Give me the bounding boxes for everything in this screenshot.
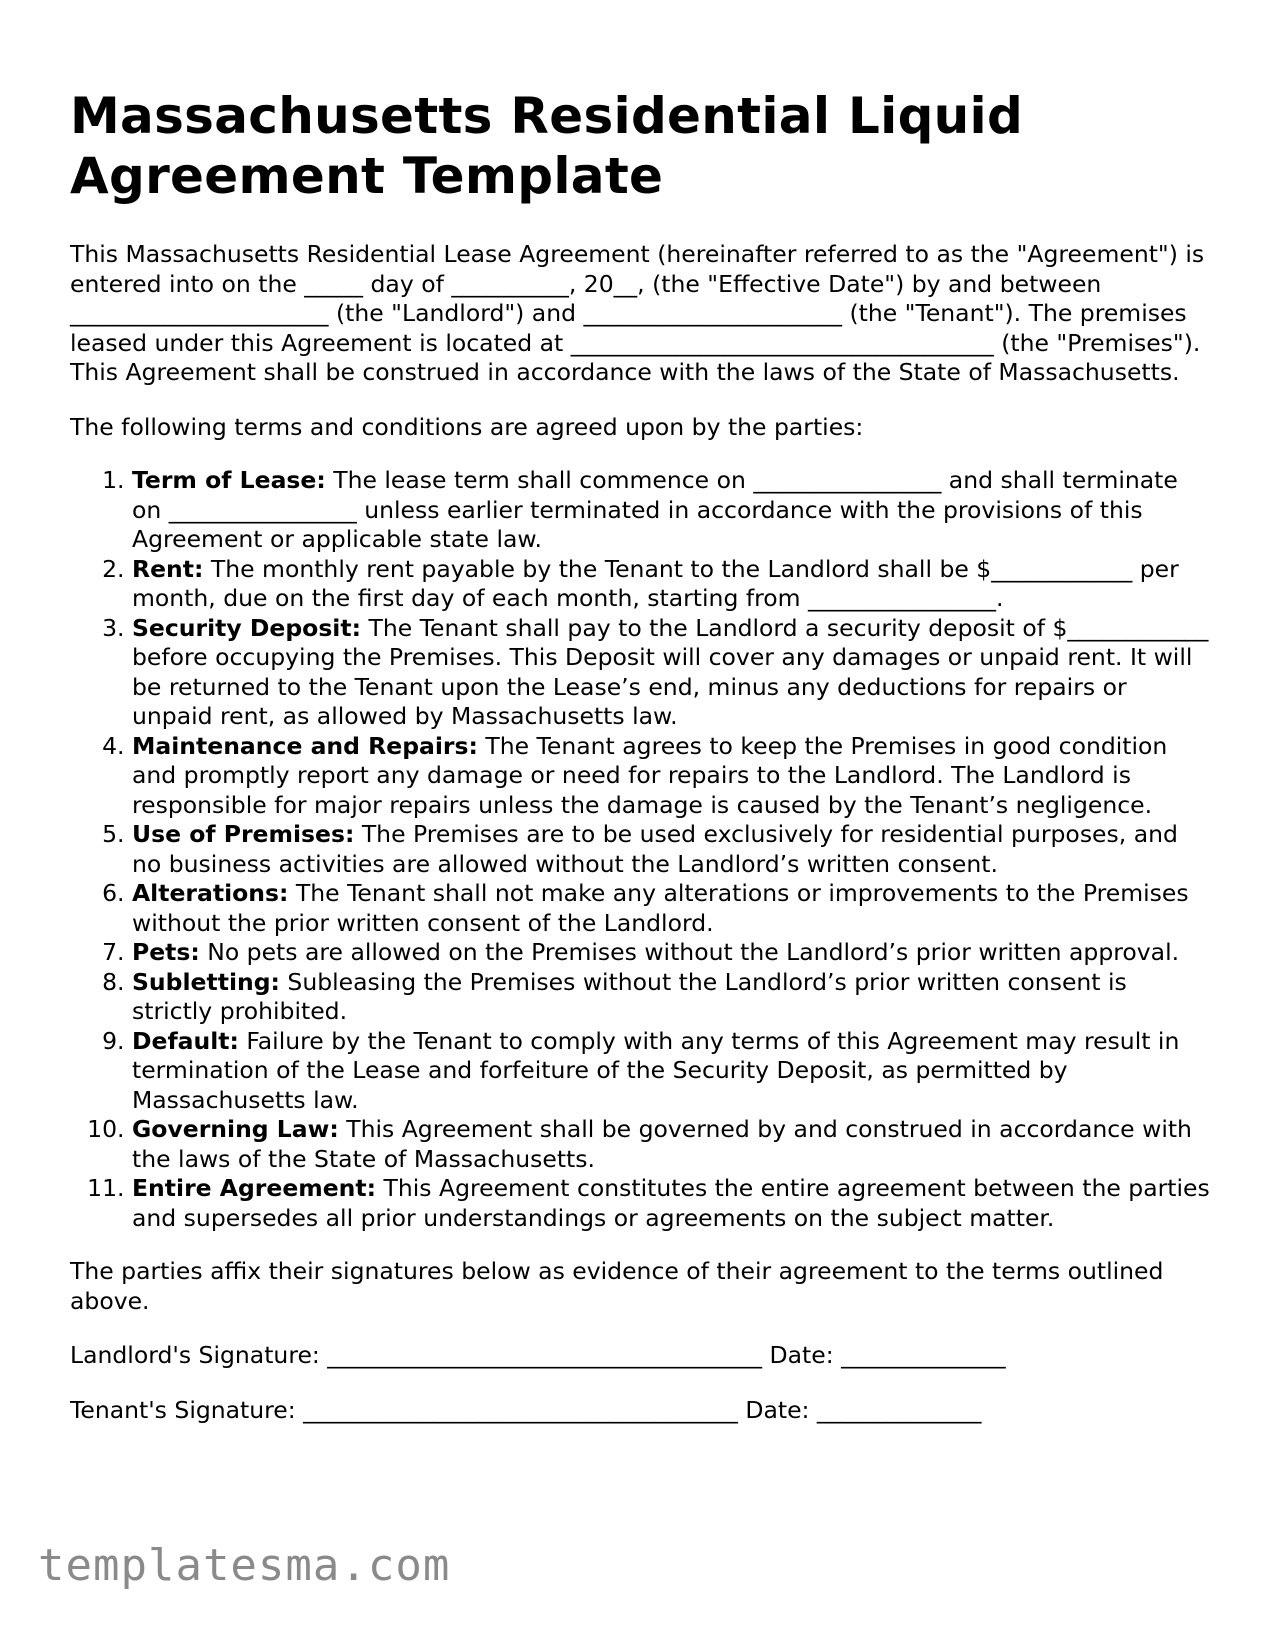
term-title: Maintenance and Repairs:	[132, 731, 478, 760]
term-text: This Agreement shall be governed by and construed in accordance with the laws of the State of Massachusetts.	[132, 1115, 1192, 1173]
term-title: Rent:	[132, 554, 204, 583]
watermark: templatesma.com	[38, 1540, 451, 1591]
term-text: Subleasing the Premises without the Landlord’s prior written consent is strictly prohibited.	[132, 967, 1127, 1025]
intro-paragraph: This Massachusetts Residential Lease Agreement (hereinafter referred to as the "Agreement") is entered into on the _____ day of __________, 20__, (the "Effective Date") by and between ______________________ (the "Landlord") and ______________________ (the "Tenant"). The premises leased under this Agreement is located at ____________________________________ (the "Premises"). This Agreement shall be construed in accordance with the laws of the State of Massachusetts.	[70, 240, 1205, 386]
tenant-signature-line: Tenant's Signature: _____________________________________ Date: ______________	[70, 1395, 982, 1424]
term-text: The lease term shall commence on ________________ and shall terminate on ________________ unless earlier terminated in accordance with the provisions of this Agreement or applicable state law.	[132, 466, 1178, 553]
term-title: Subletting:	[132, 967, 280, 996]
term-text: This Agreement constitutes the entire agreement between the parties and supersedes all prior understandings or agreements on the subject matter.	[132, 1174, 1210, 1232]
term-title: Governing Law:	[132, 1115, 339, 1143]
terms-list	[70, 466, 1210, 1233]
term-title: Entire Agreement:	[132, 1174, 377, 1202]
list-item	[132, 466, 1210, 555]
list-item	[132, 1115, 1210, 1174]
closing-paragraph: The parties affix their signatures below as evidence of their agreement to the terms outlined above.	[70, 1257, 1164, 1315]
list-item	[132, 555, 1210, 614]
landlord-signature-line: Landlord's Signature: _____________________________________ Date: ______________	[70, 1341, 1006, 1369]
document-page	[70, 86, 1210, 1425]
term-title: Pets:	[132, 938, 200, 966]
term-title: Security Deposit:	[132, 613, 361, 642]
list-item	[132, 1027, 1210, 1116]
term-text: The monthly rent payable by the Tenant to the Landlord shall be $____________ per month, due on the first day of each month, starting from ________________.	[132, 554, 1179, 612]
term-text: The Tenant shall not make any alterations or improvements to the Premises without the prior written consent of the Landlord.	[132, 879, 1189, 937]
list-item	[132, 879, 1210, 938]
term-title: Use of Premises:	[132, 820, 355, 848]
term-title: Term of Lease:	[132, 466, 326, 494]
term-text: Failure by the Tenant to comply with any terms of this Agreement may result in termination of the Lease and forfeiture of the Security Deposit, as permitted by Massachusetts law.	[132, 1026, 1180, 1114]
term-text: The Tenant shall pay to the Landlord a security deposit of $____________ before occupying the Premises. This Deposit will cover any damages or unpaid rent. It will be returned to the Tenant upon the Lease’s end, minus any deductions for repairs or unpaid rent, as allowed by Massachusetts law.	[132, 613, 1209, 730]
list-item	[132, 732, 1210, 821]
term-text: The Tenant agrees to keep the Premises in good condition and promptly report any damage or need for repairs to the Landlord. The Landlord is responsible for major repairs unless the damage is caused by the Tenant’s negligence.	[132, 731, 1168, 819]
list-item	[132, 1174, 1210, 1233]
term-title: Default:	[132, 1026, 239, 1055]
document-title: Massachusetts Residential Liquid Agreement Template	[70, 87, 1024, 205]
term-text: No pets are allowed on the Premises without the Landlord’s prior written approval.	[199, 938, 1180, 966]
term-text: The Premises are to be used exclusively for residential purposes, and no business activities are allowed without the Landlord’s written consent.	[132, 820, 1178, 878]
term-title: Alterations:	[132, 879, 289, 907]
list-item	[132, 968, 1210, 1027]
list-item	[132, 820, 1210, 879]
terms-intro: The following terms and conditions are agreed upon by the parties:	[70, 412, 864, 441]
list-item	[132, 614, 1210, 732]
list-item	[132, 938, 1210, 968]
